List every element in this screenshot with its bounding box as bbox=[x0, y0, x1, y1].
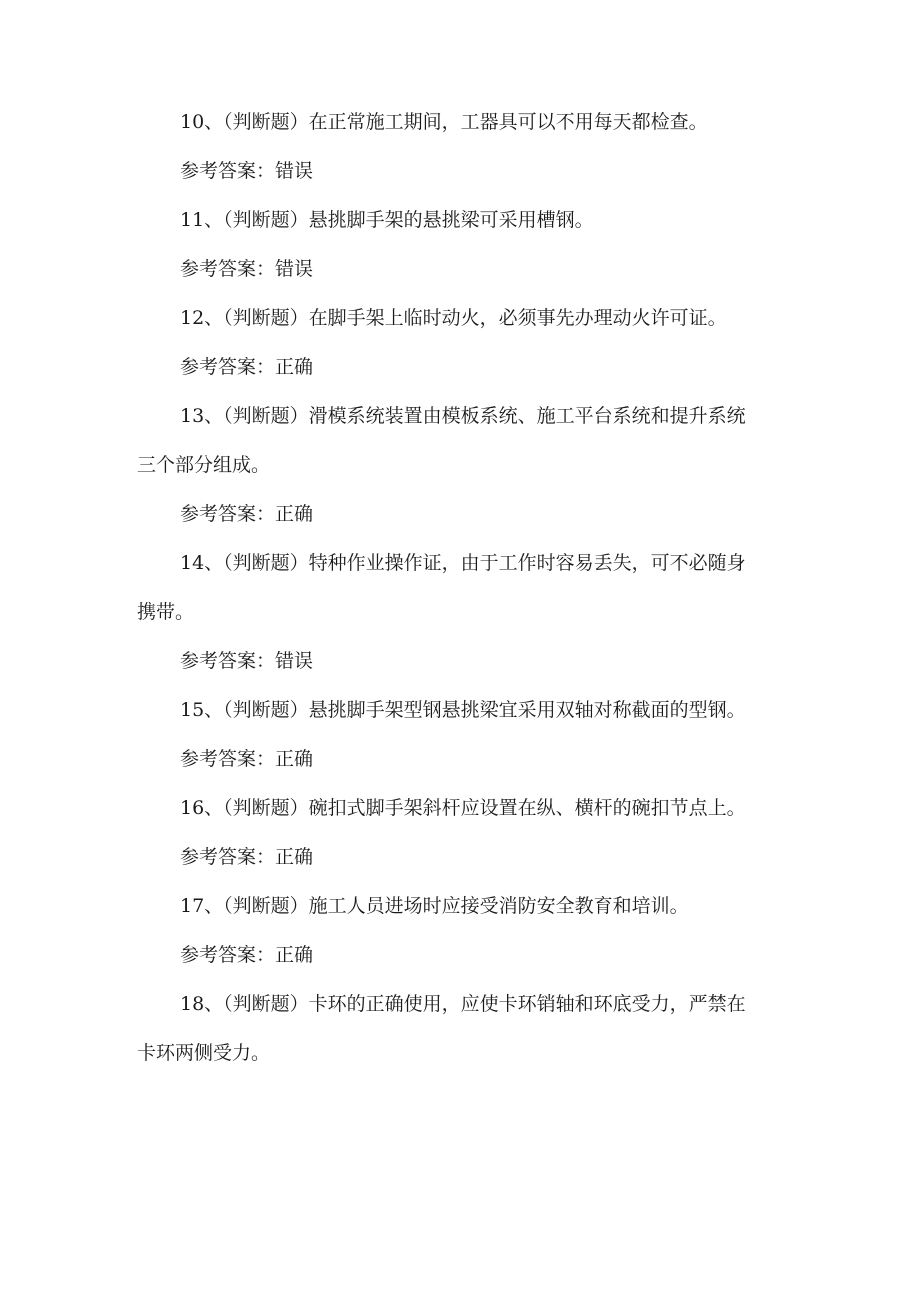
answer-line bbox=[137, 343, 792, 392]
question-text: 17、（判断题）施工人员进场时应接受消防安全教育和培训。 bbox=[180, 895, 689, 917]
question-text: 13、（判断题）滑模系统装置由模板系统、施工平台系统和提升系统 bbox=[180, 405, 746, 427]
answer-line bbox=[137, 735, 792, 784]
question-text-continued: 三个部分组成。 bbox=[137, 454, 271, 476]
answer-value: 正确 bbox=[275, 748, 314, 770]
question-item bbox=[137, 882, 792, 931]
answer-value: 正确 bbox=[275, 503, 314, 525]
question-item bbox=[137, 784, 792, 833]
question-text: 14、（判断题）特种作业操作证，由于工作时容易丢失，可不必随身 bbox=[180, 552, 746, 574]
question-item bbox=[137, 196, 792, 245]
answer-prefix: 参考答案： bbox=[180, 846, 276, 868]
answer-line bbox=[137, 833, 792, 882]
answer-line bbox=[137, 490, 792, 539]
question-text: 18、（判断题）卡环的正确使用，应使卡环销轴和环底受力，严禁在 bbox=[180, 993, 746, 1015]
question-text-continued: 携带。 bbox=[137, 601, 195, 623]
answer-value: 错误 bbox=[275, 258, 314, 280]
question-text: 12、（判断题）在脚手架上临时动火，必须事先办理动火许可证。 bbox=[180, 307, 727, 329]
answer-prefix: 参考答案： bbox=[180, 944, 276, 966]
question-text: 16、（判断题）碗扣式脚手架斜杆应设置在纵、横杆的碗扣节点上。 bbox=[180, 797, 746, 819]
answer-prefix: 参考答案： bbox=[180, 160, 276, 182]
answer-prefix: 参考答案： bbox=[180, 650, 276, 672]
question-item bbox=[137, 686, 792, 735]
answer-value: 错误 bbox=[275, 160, 314, 182]
answer-line bbox=[137, 147, 792, 196]
question-list bbox=[137, 98, 792, 1078]
question-item bbox=[137, 539, 792, 637]
question-item bbox=[137, 98, 792, 147]
question-text: 11、（判断题）悬挑脚手架的悬挑梁可采用槽钢。 bbox=[180, 209, 594, 231]
question-item bbox=[137, 980, 792, 1078]
answer-value: 正确 bbox=[275, 846, 314, 868]
answer-prefix: 参考答案： bbox=[180, 748, 276, 770]
question-item bbox=[137, 294, 792, 343]
question-text: 15、（判断题）悬挑脚手架型钢悬挑梁宜采用双轴对称截面的型钢。 bbox=[180, 699, 746, 721]
answer-value: 错误 bbox=[275, 650, 314, 672]
question-text-continued: 卡环两侧受力。 bbox=[137, 1042, 271, 1064]
answer-value: 正确 bbox=[275, 356, 314, 378]
answer-line bbox=[137, 245, 792, 294]
question-item bbox=[137, 392, 792, 490]
question-text: 10、（判断题）在正常施工期间，工器具可以不用每天都检查。 bbox=[180, 111, 708, 133]
answer-line bbox=[137, 931, 792, 980]
answer-prefix: 参考答案： bbox=[180, 258, 276, 280]
answer-prefix: 参考答案： bbox=[180, 503, 276, 525]
answer-prefix: 参考答案： bbox=[180, 356, 276, 378]
answer-line bbox=[137, 637, 792, 686]
answer-value: 正确 bbox=[275, 944, 314, 966]
